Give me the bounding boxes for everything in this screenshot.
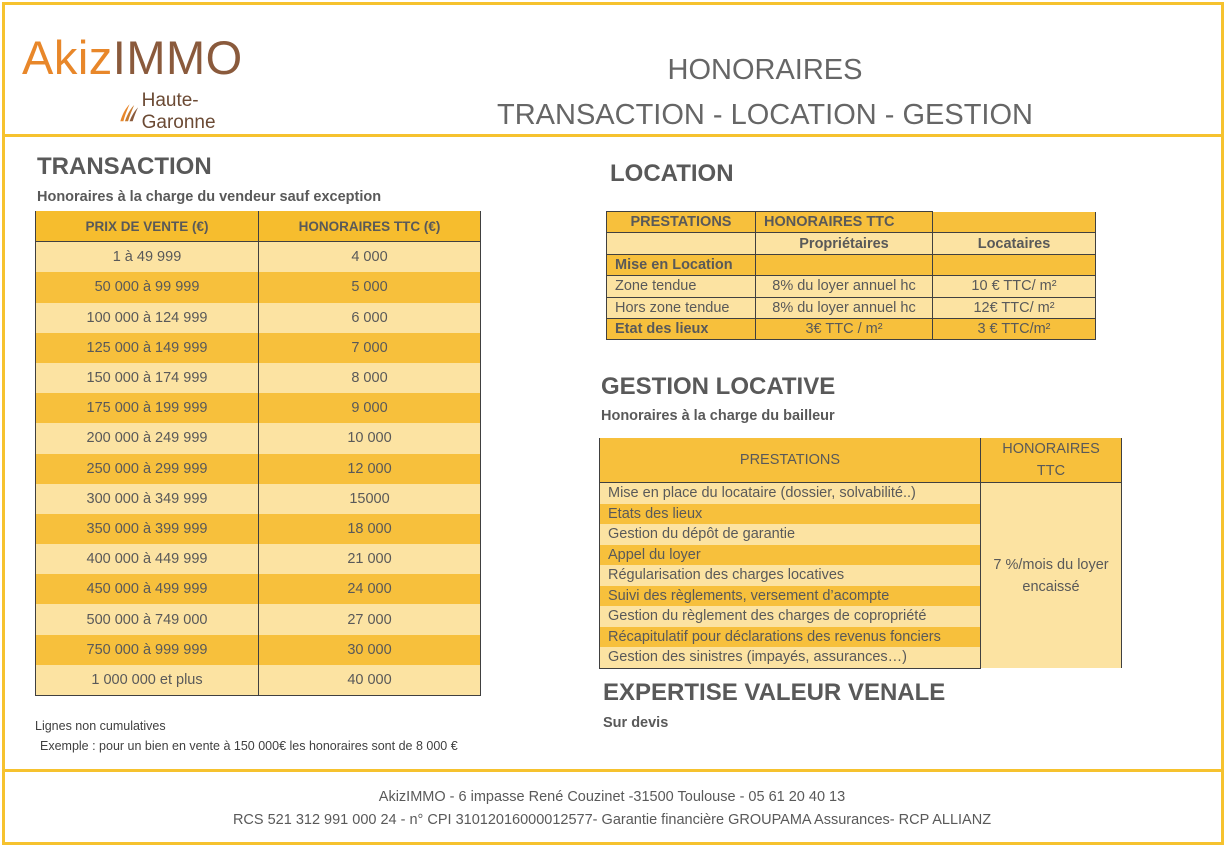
table-row: [36, 574, 481, 604]
prestation-cell: Suivi des règlements, versement d’acompte: [600, 586, 981, 607]
gestion-title: GESTION LOCATIVE: [601, 373, 836, 400]
table-row: [36, 544, 481, 574]
table-header-row: [600, 438, 1122, 483]
fee-cell: 5 000: [259, 272, 481, 302]
price-range-cell: 400 000 à 449 999: [36, 544, 259, 574]
leaf-icon: [118, 98, 140, 126]
empty-cell: [756, 254, 933, 275]
price-range-cell: 200 000 à 249 999: [36, 423, 259, 453]
price-range-cell: 100 000 à 124 999: [36, 303, 259, 333]
table-row: [36, 242, 481, 273]
table-cell: 3 € TTC/m²: [933, 318, 1096, 339]
column-header: HONORAIRES TTC (€): [259, 211, 481, 242]
price-range-cell: 750 000 à 999 999: [36, 635, 259, 665]
price-range-cell: 1 000 000 et plus: [36, 665, 259, 696]
price-range-cell: 50 000 à 99 999: [36, 272, 259, 302]
table-row: [36, 514, 481, 544]
header-proprietaires: Propriétaires: [756, 233, 933, 254]
fee-cell: 9 000: [259, 393, 481, 423]
expertise-subtitle: Sur devis: [603, 715, 669, 731]
row-label: Mise en Location: [607, 254, 756, 275]
location-title: LOCATION: [610, 160, 734, 187]
price-range-cell: 300 000 à 349 999: [36, 484, 259, 514]
transaction-note: Lignes non cumulatives: [35, 719, 166, 733]
logo-region: Haute-Garonne: [118, 90, 243, 134]
price-range-cell: 500 000 à 749 000: [36, 604, 259, 634]
price-range-cell: 250 000 à 299 999: [36, 454, 259, 484]
fee-cell: 27 000: [259, 604, 481, 634]
empty-cell: [933, 254, 1096, 275]
fee-cell: 40 000: [259, 665, 481, 696]
price-range-cell: 350 000 à 399 999: [36, 514, 259, 544]
price-range-cell: 125 000 à 149 999: [36, 333, 259, 363]
prestation-cell: Gestion du règlement des charges de copropriété: [600, 606, 981, 627]
fee-cell: 15000: [259, 484, 481, 514]
gestion-subtitle: Honoraires à la charge du bailleur: [601, 408, 835, 424]
fee-cell: 7 000: [259, 333, 481, 363]
transaction-table: [35, 211, 481, 696]
logo-wordmark: AkizIMMO: [22, 31, 243, 84]
fee-cell: 24 000: [259, 574, 481, 604]
table-row: [607, 276, 1096, 297]
prestation-cell: Etats des lieux: [600, 504, 981, 525]
table-row: [36, 393, 481, 423]
expertise-title: EXPERTISE VALEUR VENALE: [603, 679, 946, 706]
transaction-example: Exemple : pour un bien en vente à 150 000€ les honoraires sont de 8 000 €: [40, 739, 458, 753]
header-prestations: PRESTATIONS: [600, 438, 981, 483]
location-table: [606, 211, 1096, 340]
prestation-cell: Gestion du dépôt de garantie: [600, 524, 981, 545]
gestion-table: [599, 438, 1122, 669]
row-label: Etat des lieux: [607, 318, 756, 339]
gestion-fee-cell: 7 %/mois du loyer encaissé: [981, 483, 1122, 669]
table-cell: 3€ TTC / m²: [756, 318, 933, 339]
empty-cell: [607, 233, 756, 254]
prestation-cell: Appel du loyer: [600, 545, 981, 566]
fee-cell: 10 000: [259, 423, 481, 453]
fee-cell: 8 000: [259, 363, 481, 393]
table-row: [607, 212, 1096, 233]
row-label: Hors zone tendue: [607, 297, 756, 318]
table-cell: 8% du loyer annuel hc: [756, 276, 933, 297]
column-header: PRIX DE VENTE (€): [36, 211, 259, 242]
empty-cell: [933, 212, 1096, 233]
prestation-cell: Récapitulatif pour déclarations des revenus fonciers: [600, 627, 981, 648]
logo: [22, 31, 243, 133]
transaction-title: TRANSACTION: [37, 153, 212, 180]
page-title: HONORAIRES: [667, 54, 863, 86]
price-range-cell: 450 000 à 499 999: [36, 574, 259, 604]
table-row: [36, 303, 481, 333]
table-cell: 8% du loyer annuel hc: [756, 297, 933, 318]
header-prestations: PRESTATIONS: [607, 212, 756, 233]
fee-cell: 18 000: [259, 514, 481, 544]
table-row: [36, 272, 481, 302]
table-row: [36, 454, 481, 484]
price-range-cell: 175 000 à 199 999: [36, 393, 259, 423]
table-row: [607, 318, 1096, 339]
price-range-cell: 150 000 à 174 999: [36, 363, 259, 393]
table-cell: 12€ TTC/ m²: [933, 297, 1096, 318]
fee-cell: 12 000: [259, 454, 481, 484]
prestation-cell: Régularisation des charges locatives: [600, 565, 981, 586]
row-label: Zone tendue: [607, 276, 756, 297]
table-row: [36, 333, 481, 363]
table-header-row: [36, 211, 481, 242]
prestation-cell: Mise en place du locataire (dossier, solvabilité..): [600, 483, 981, 504]
footer-divider: [2, 769, 1224, 772]
header-divider: [2, 134, 1224, 137]
table-row: [36, 363, 481, 393]
table-row: [607, 233, 1096, 254]
header-locataires: Locataires: [933, 233, 1096, 254]
table-row: [607, 297, 1096, 318]
table-row: [36, 635, 481, 665]
fee-cell: 4 000: [259, 242, 481, 273]
fee-cell: 30 000: [259, 635, 481, 665]
header-honoraires: HONORAIRES TTC: [981, 438, 1122, 483]
table-row: [36, 484, 481, 514]
table-row: [607, 254, 1096, 275]
table-row: [600, 483, 1122, 504]
footer-legal: RCS 521 312 991 000 24 - n° CPI 31012016000012577- Garantie financière GROUPAMA Assurances- RCP ALLIANZ: [232, 812, 992, 828]
fee-cell: 21 000: [259, 544, 481, 574]
prestation-cell: Gestion des sinistres (impayés, assurances…): [600, 647, 981, 668]
fee-cell: 6 000: [259, 303, 481, 333]
table-row: [36, 665, 481, 696]
table-cell: 10 € TTC/ m²: [933, 276, 1096, 297]
page-subtitle: TRANSACTION - LOCATION - GESTION: [497, 99, 1033, 131]
table-row: [36, 604, 481, 634]
price-range-cell: 1 à 49 999: [36, 242, 259, 273]
transaction-subtitle: Honoraires à la charge du vendeur sauf exception: [37, 189, 382, 205]
footer-address: AkizIMMO - 6 impasse René Couzinet -31500 Toulouse - 05 61 20 40 13: [378, 789, 846, 805]
header-honoraires: HONORAIRES TTC: [756, 212, 933, 233]
table-row: [36, 423, 481, 453]
